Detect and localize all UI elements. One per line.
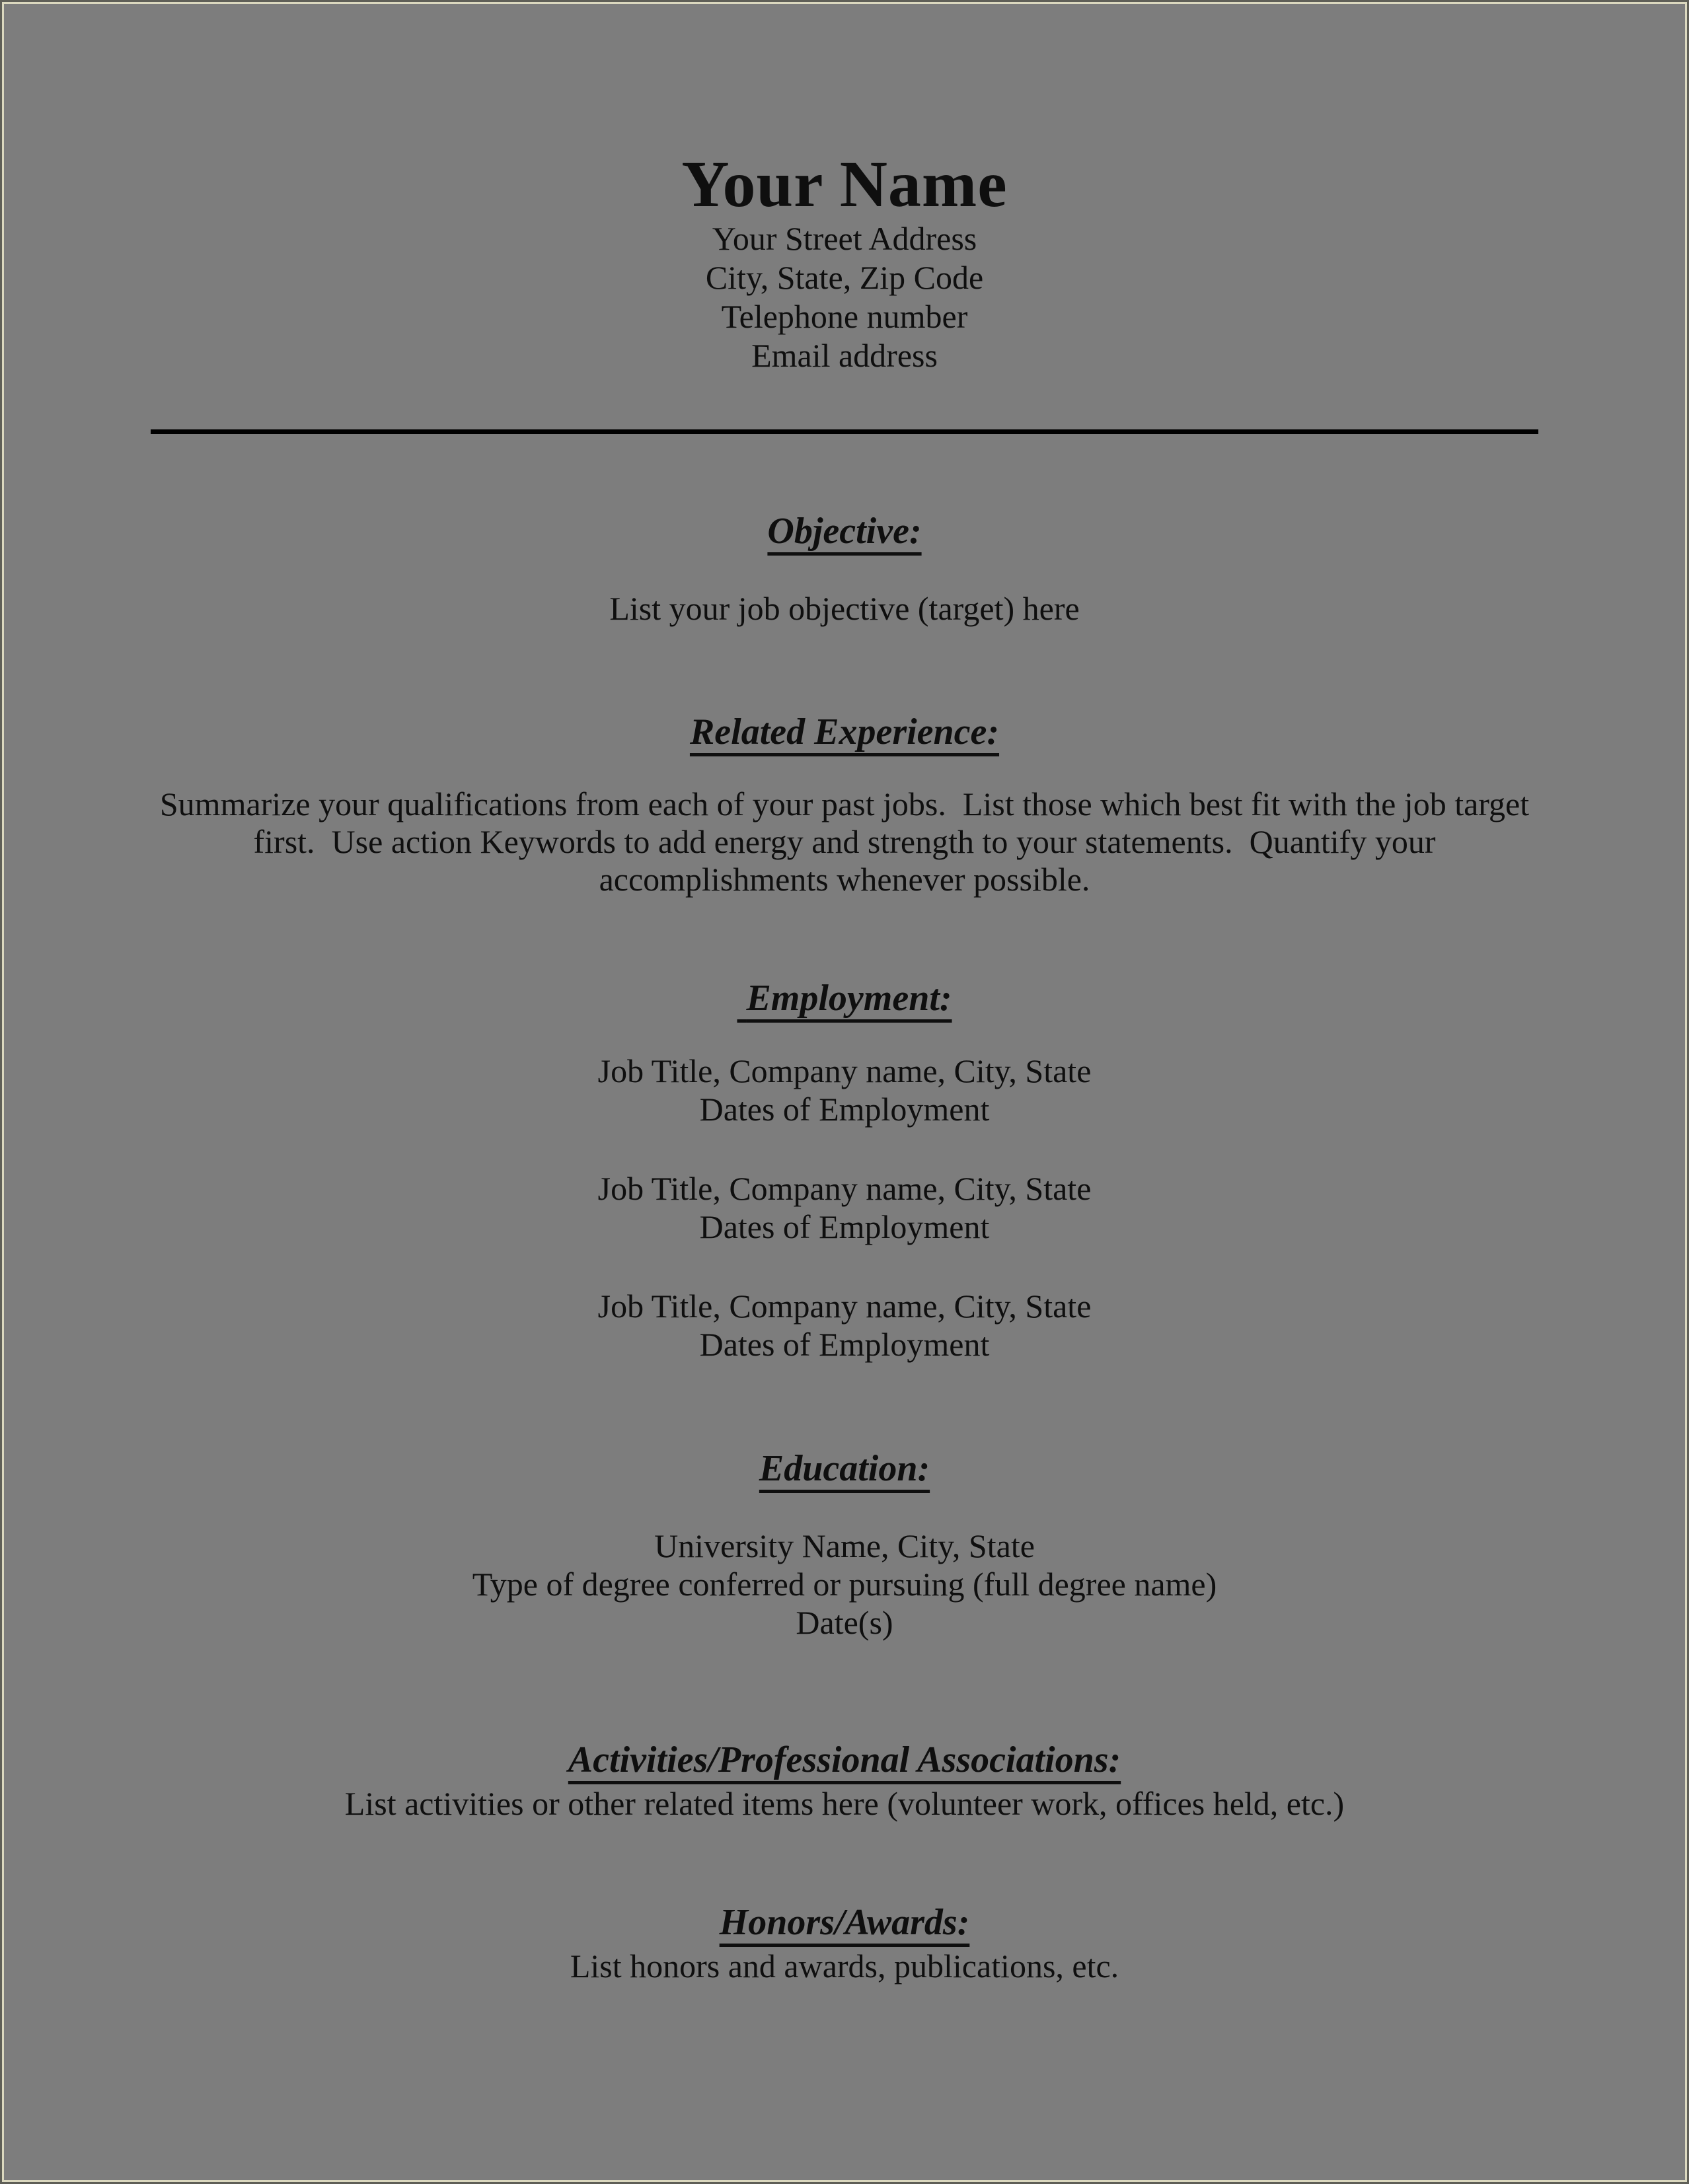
university-line: University Name, City, State bbox=[654, 1527, 1035, 1564]
objective-heading: Objective: bbox=[767, 511, 922, 552]
paragraph-line: Summarize your qualifications from each of your past jobs. List those which best fit with the job target bbox=[159, 785, 1530, 822]
section-related-experience bbox=[0, 709, 1689, 898]
related-experience-paragraph bbox=[131, 785, 1558, 898]
section-employment bbox=[0, 975, 1689, 1364]
section-education bbox=[0, 1445, 1689, 1642]
education-entry bbox=[0, 1527, 1689, 1642]
activities-heading: Activities/Professional Associations: bbox=[568, 1739, 1121, 1780]
education-heading: Education: bbox=[759, 1448, 930, 1489]
objective-text: List your job objective (target) here bbox=[609, 590, 1080, 627]
resume-header bbox=[0, 0, 1689, 375]
employment-dates-line: Dates of Employment bbox=[699, 1091, 990, 1128]
employment-dates-line: Dates of Employment bbox=[699, 1326, 990, 1363]
section-objective bbox=[0, 508, 1689, 628]
email-line: Email address bbox=[751, 337, 938, 374]
paragraph-line: first. Use action Keywords to add energy and strength to your statements. Quantify your bbox=[253, 823, 1436, 860]
section-honors-awards bbox=[0, 1899, 1689, 1985]
section-activities-associations bbox=[0, 1737, 1689, 1823]
employment-heading: Employment: bbox=[737, 978, 952, 1019]
employment-entry bbox=[0, 1052, 1689, 1128]
degree-line: Type of degree conferred or pursuing (full degree name) bbox=[472, 1566, 1217, 1603]
activities-text: List activities or other related items here (volunteer work, offices held, etc.) bbox=[344, 1785, 1345, 1822]
city-state-zip-line: City, State, Zip Code bbox=[705, 259, 984, 296]
employment-dates-line: Dates of Employment bbox=[699, 1208, 990, 1245]
employment-entry bbox=[0, 1287, 1689, 1364]
job-title-line: Job Title, Company name, City, State bbox=[597, 1052, 1092, 1089]
employment-entry bbox=[0, 1169, 1689, 1246]
job-title-line: Job Title, Company name, City, State bbox=[597, 1170, 1092, 1207]
related-experience-heading: Related Experience: bbox=[689, 711, 1000, 752]
horizontal-divider bbox=[151, 429, 1538, 434]
paragraph-line: accomplishments whenever possible. bbox=[599, 861, 1090, 898]
telephone-line: Telephone number bbox=[721, 298, 968, 335]
honors-heading: Honors/Awards: bbox=[719, 1902, 970, 1943]
job-title-line: Job Title, Company name, City, State bbox=[597, 1288, 1092, 1325]
honors-text: List honors and awards, publications, etc. bbox=[570, 1947, 1119, 1984]
education-dates-line: Date(s) bbox=[796, 1604, 893, 1641]
street-address-line: Your Street Address bbox=[712, 220, 977, 257]
name-heading: Your Name bbox=[681, 147, 1008, 221]
